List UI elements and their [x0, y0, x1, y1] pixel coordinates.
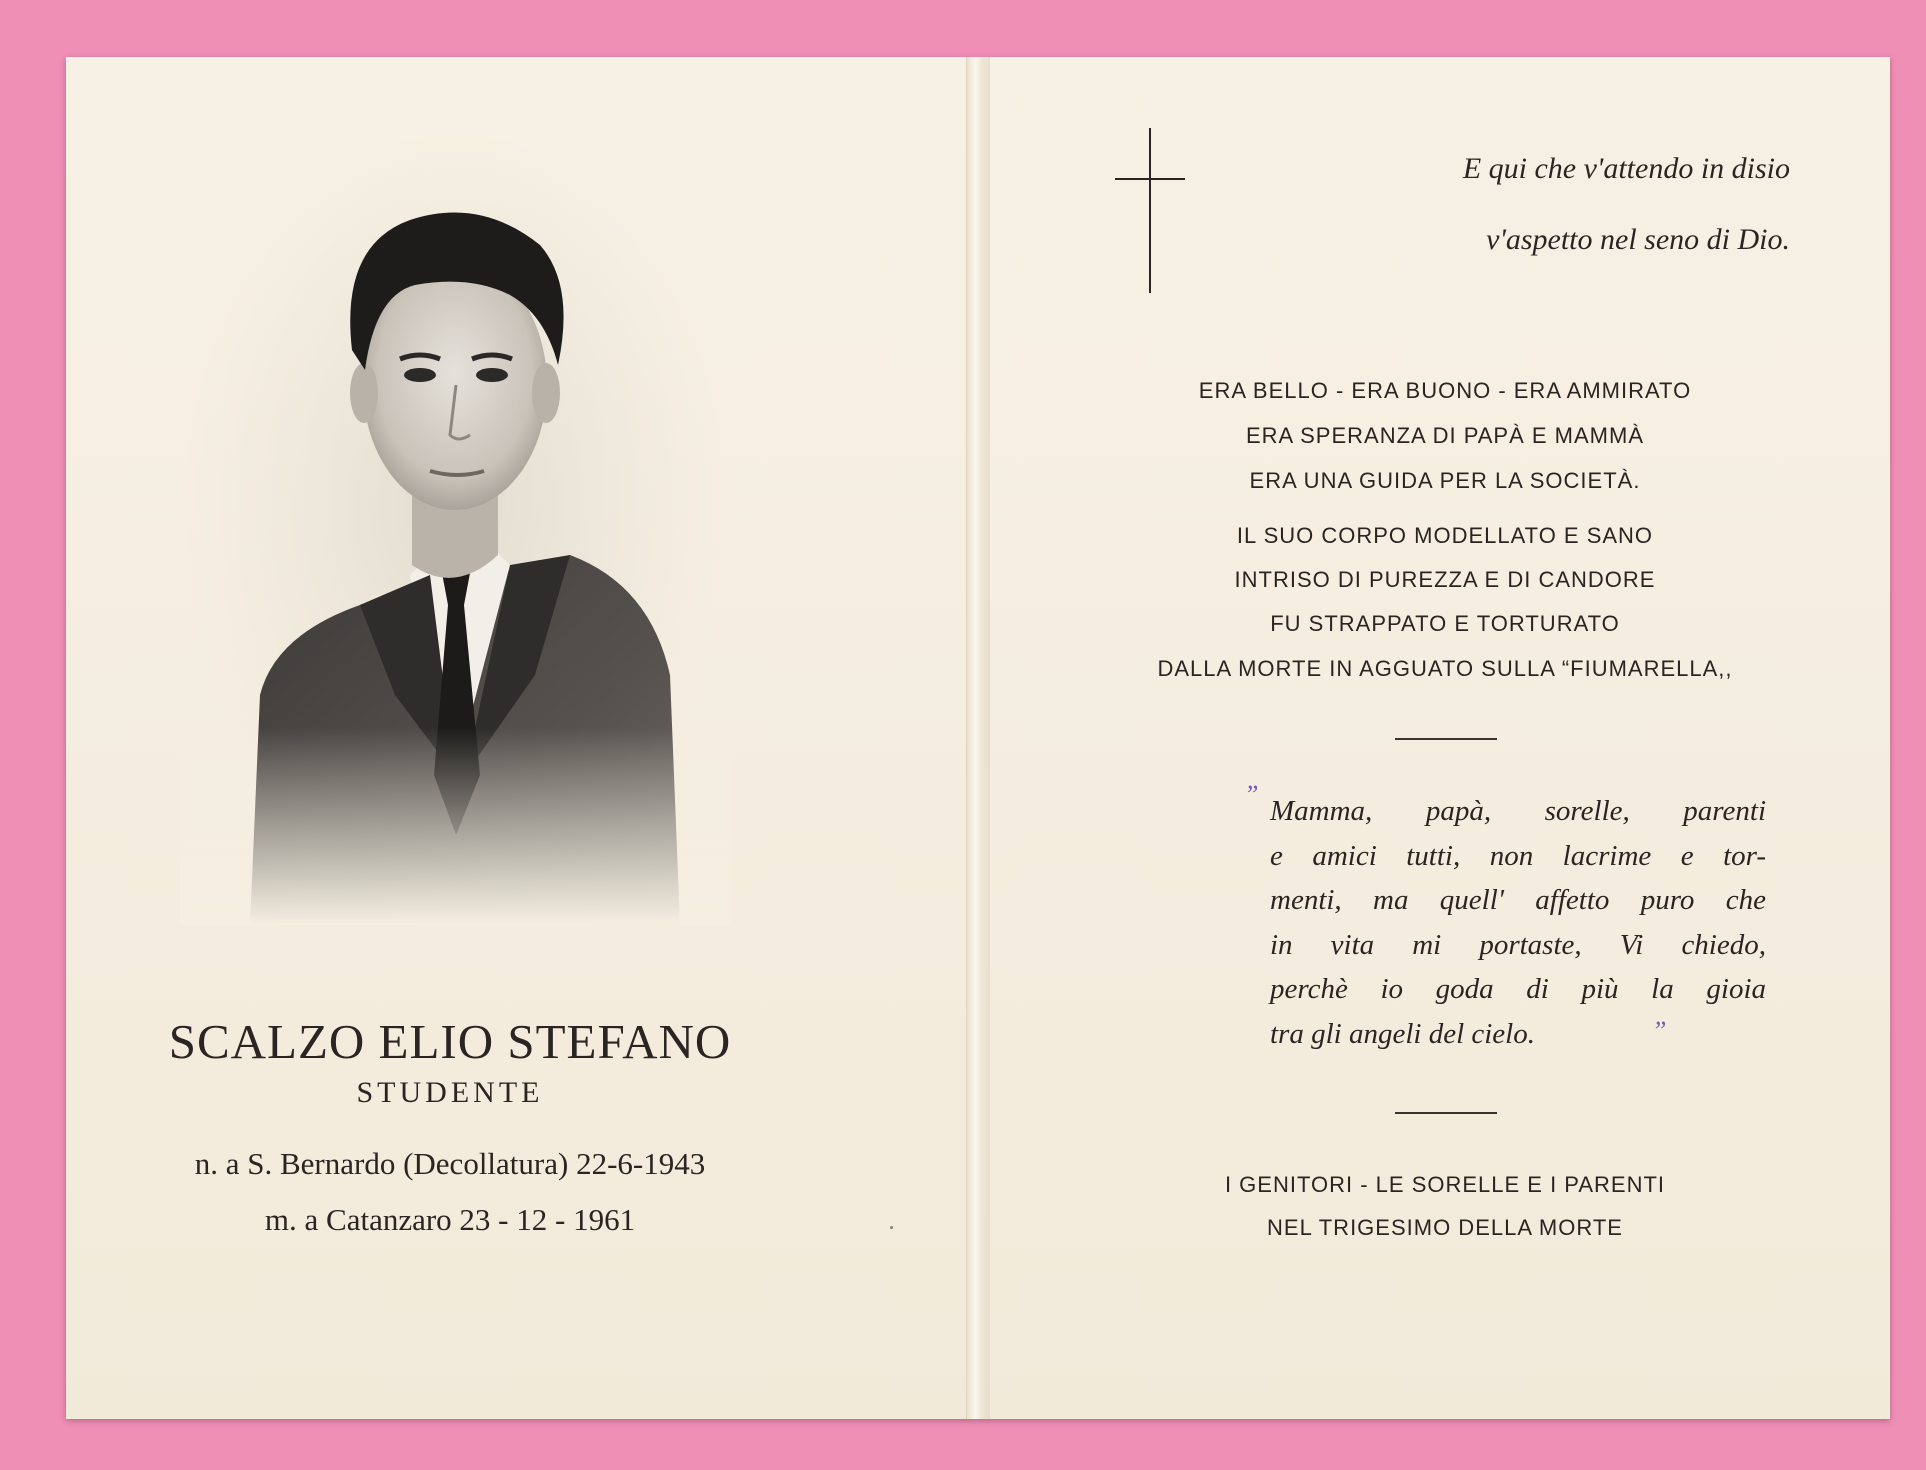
eulogy-line-6: FU STRAPPATO E TORTURATO [1270, 611, 1620, 636]
eulogy-line-2: ERA SPERANZA DI PAPÀ E MAMMÀ [1245, 423, 1644, 448]
deceased-name: SCALZO ELIO STEFANO [168, 1014, 732, 1069]
quote-close-mark: ” [1652, 1016, 1667, 1045]
deceased-occupation: STUDENTE [356, 1076, 544, 1109]
portrait-photo-drawing [180, 135, 730, 925]
cross-icon [1115, 128, 1185, 293]
eulogy-line-5: INTRISO DI PUREZZA E DI CANDORE [1234, 567, 1656, 592]
verse-line-5: perchè io goda di più la gioia [1270, 973, 1766, 1005]
verse-line-4: in vita mi portaste, Vi chiedo, [1270, 929, 1766, 961]
verse-line-6: tra gli angeli del cielo. [1270, 1018, 1535, 1050]
birth-line: n. a S. Bernardo (Decollatura) 22-6-1943 [194, 1146, 706, 1181]
card-fold [966, 57, 992, 1419]
quote-open-mark: ” [1244, 780, 1259, 809]
portrait-photo [180, 135, 730, 925]
verse-line-3: menti, ma quell' affetto puro che [1270, 884, 1766, 916]
closing-line-2: NEL TRIGESIMO DELLA MORTE [1267, 1215, 1623, 1240]
eulogy-line-3: ERA UNA GUIDA PER LA SOCIETÀ. [1249, 468, 1641, 493]
verse-line-1: Mamma, papà, sorelle, parenti [1270, 795, 1766, 827]
divider-top [1395, 738, 1497, 740]
epigraph-line-2: v'aspetto nel seno di Dio. [1486, 223, 1790, 256]
paper-speck [890, 1226, 893, 1229]
divider-bottom [1395, 1112, 1497, 1114]
closing-line-1: I GENITORI - LE SORELLE E I PARENTI [1224, 1172, 1666, 1197]
eulogy-line-4: IL SUO CORPO MODELLATO E SANO [1236, 523, 1654, 548]
eulogy-line-7: DALLA MORTE IN AGGUATO SULLA “FIUMARELLA,, [1157, 656, 1733, 681]
verse-line-2: e amici tutti, non lacrime e tor- [1270, 840, 1766, 872]
death-line: m. a Catanzaro 23 - 12 - 1961 [264, 1202, 636, 1237]
eulogy-line-1: ERA BELLO - ERA BUONO - ERA AMMIRATO [1198, 378, 1692, 403]
epigraph-line-1: E qui che v'attendo in disio [1462, 152, 1790, 185]
